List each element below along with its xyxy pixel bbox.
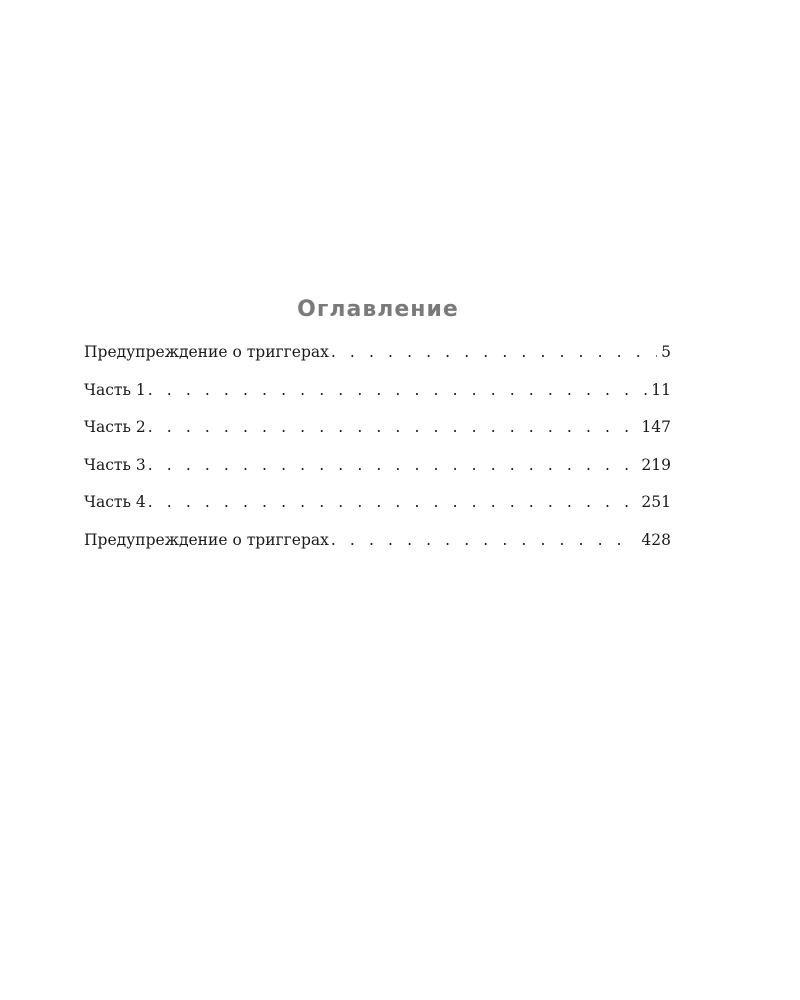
toc-entry-label: Часть 2 <box>84 418 146 436</box>
toc-entry-part-3[interactable] <box>84 456 671 494</box>
toc-list <box>84 343 671 568</box>
toc-entry-part-1[interactable] <box>84 381 671 419</box>
toc-entry-page: 428 <box>641 530 671 549</box>
toc-entry-part-4[interactable] <box>84 493 671 531</box>
toc-entry-trigger-warning-end[interactable] <box>84 531 671 569</box>
toc-dot-leader <box>148 381 648 399</box>
toc-entry-part-2[interactable] <box>84 418 671 456</box>
toc-entry-label: Часть 3 <box>84 455 146 474</box>
toc-entry-page: 11 <box>651 380 671 399</box>
toc-entry-page: 147 <box>641 418 671 436</box>
toc-entry-page: 219 <box>641 455 671 474</box>
toc-dot-leader <box>148 418 638 436</box>
toc-dot-leader <box>331 343 657 361</box>
toc-dot-leader <box>148 456 638 474</box>
toc-entry-page: 251 <box>641 493 671 511</box>
toc-entry-label: Предупреждение о триггерах <box>84 343 329 361</box>
toc-entry-page: 5 <box>661 343 671 361</box>
toc-entry-label: Предупреждение о триггерах <box>84 530 329 549</box>
toc-title: Оглавление <box>297 297 459 322</box>
toc-entry-trigger-warning[interactable] <box>84 343 671 381</box>
toc-entry-label: Часть 4 <box>84 493 146 511</box>
toc-dot-leader <box>331 531 638 549</box>
toc-dot-leader <box>148 493 638 511</box>
toc-entry-label: Часть 1 <box>84 380 146 399</box>
